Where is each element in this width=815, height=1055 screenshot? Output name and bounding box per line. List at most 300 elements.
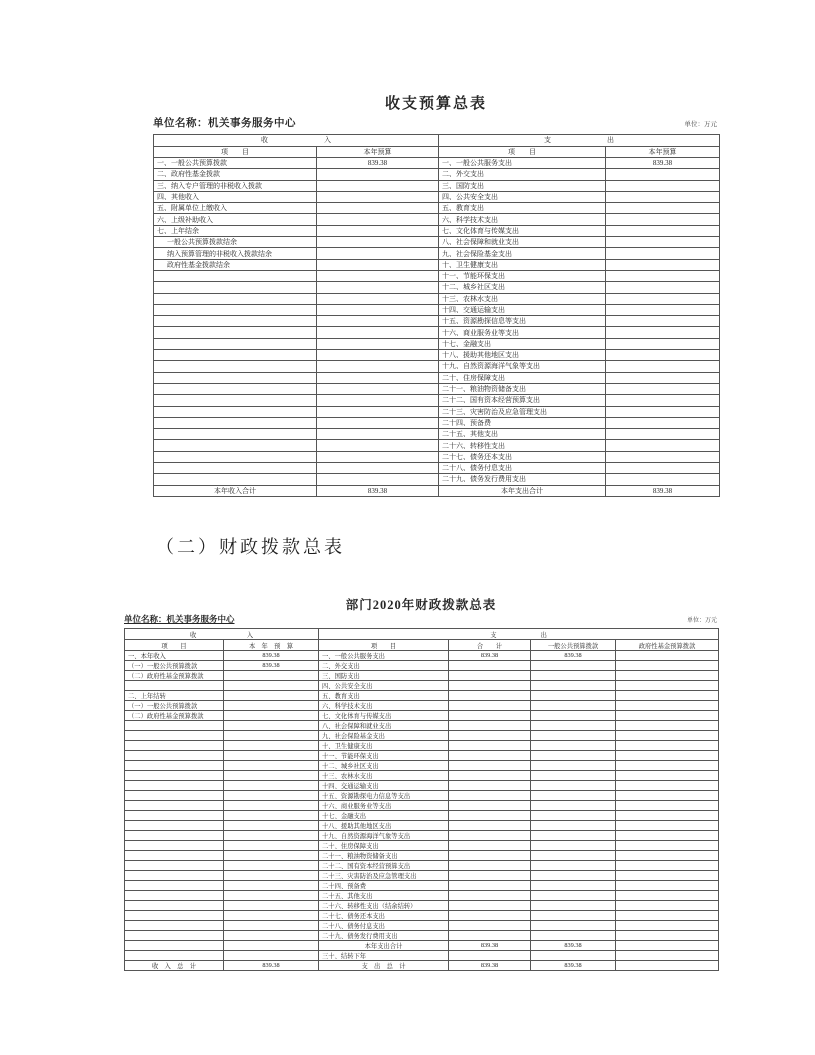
t2-expense-general [531, 791, 616, 801]
t2-expense-total [449, 821, 531, 831]
t2-expense-item: 四、公共安全支出 [319, 681, 449, 691]
t2-expense-fund [616, 801, 719, 811]
t1-expense-value [606, 169, 720, 180]
table1-row [154, 191, 720, 202]
table1-row [154, 237, 720, 248]
t1-expense-value: 839.38 [606, 158, 720, 169]
t2-expense-item: 二、外交支出 [319, 661, 449, 671]
t1-income-value [317, 395, 439, 406]
t2-income-item [125, 901, 224, 911]
t2-expense-item: 二十六、转移性支出（结余结转） [319, 901, 449, 911]
t2-expense-general [531, 891, 616, 901]
t1-income-item [154, 304, 317, 315]
table2-expense-item-header: 项 目 [319, 640, 449, 651]
t2-expense-general [531, 911, 616, 921]
t2-expense-general [531, 771, 616, 781]
t2-expense-item: 二十四、预备费 [319, 881, 449, 891]
table1-row [154, 463, 720, 474]
table2-gov-fund-budget-header: 政府性基金预算拨款 [616, 640, 719, 651]
t1-income-value [317, 372, 439, 383]
table2-row [125, 851, 719, 861]
t2-expense-item: 二十二、国有资本经营预算支出 [319, 861, 449, 871]
t2-expense-item: 十七、金融支出 [319, 811, 449, 821]
t1-expense-value [606, 383, 720, 394]
t2-expense-item: 十四、交通运输支出 [319, 781, 449, 791]
t2-expense-item: 八、社会保障和就业支出 [319, 721, 449, 731]
t2-expense-item: 十三、农林水支出 [319, 771, 449, 781]
section-heading: （二）财政拨款总表 [156, 537, 345, 557]
t1-income-item [154, 338, 317, 349]
t1-expense-item: 二十、住房保障支出 [439, 372, 606, 383]
t2-expense-fund [616, 751, 719, 761]
table1-row [154, 440, 720, 451]
t2-expense-fund [616, 811, 719, 821]
t2-expense-total [449, 681, 531, 691]
table1-expense-budget-header: 本年预算 [606, 146, 720, 158]
t2-income-item [125, 871, 224, 881]
t2-expense-general [531, 881, 616, 891]
t1-income-item [154, 406, 317, 417]
table1-row [154, 406, 720, 417]
t1-income-item: 二、政府性基金拨款 [154, 169, 317, 180]
t1-income-item [154, 474, 317, 485]
t1-income-item [154, 282, 317, 293]
t2-expense-fund [616, 761, 719, 771]
t2-expense-fund [616, 791, 719, 801]
t2-expense-general [531, 821, 616, 831]
t2-expense-fund [616, 781, 719, 791]
t2-expense-item: 十八、援助其他地区支出 [319, 821, 449, 831]
t2-income-value [224, 921, 319, 931]
table1-expense-group-header: 支 出 [439, 135, 720, 147]
t2-expense-total [449, 841, 531, 851]
t1-income-value [317, 316, 439, 327]
table1-row [154, 259, 720, 270]
t2-income-value: 839.38 [224, 661, 319, 671]
t1-income-item: 一般公共预算拨款结余 [154, 237, 317, 248]
t1-expense-value [606, 316, 720, 327]
t2-income-item [125, 771, 224, 781]
t1-expense-value [606, 463, 720, 474]
t1-expense-item: 十三、农林水支出 [439, 293, 606, 304]
t1-expense-item: 六、科学技术支出 [439, 214, 606, 225]
t2-expense-general [531, 831, 616, 841]
t2-income-item [125, 941, 224, 951]
t1-expense-value [606, 203, 720, 214]
table1-row [154, 270, 720, 281]
t2-expense-item: 支 出 总 计 [319, 961, 449, 971]
t2-income-value [224, 761, 319, 771]
t2-income-value [224, 891, 319, 901]
table2-row [125, 841, 719, 851]
table1-row [154, 350, 720, 361]
t1-expense-value [606, 282, 720, 293]
t2-expense-general [531, 731, 616, 741]
t2-expense-total [449, 911, 531, 921]
t2-income-item [125, 811, 224, 821]
table1-row [154, 485, 720, 496]
t1-expense-value [606, 338, 720, 349]
t1-expense-value [606, 237, 720, 248]
t2-expense-total: 839.38 [449, 651, 531, 661]
t2-expense-general [531, 841, 616, 851]
t1-income-value [317, 203, 439, 214]
t2-expense-total [449, 791, 531, 801]
t2-expense-total [449, 931, 531, 941]
t2-expense-general [531, 681, 616, 691]
table1-income-item-header: 项 目 [154, 146, 317, 158]
t2-income-value [224, 711, 319, 721]
t1-income-value [317, 440, 439, 451]
t2-income-value [224, 721, 319, 731]
table1-row [154, 316, 720, 327]
table2-row [125, 931, 719, 941]
t1-income-item [154, 429, 317, 440]
t2-expense-fund [616, 821, 719, 831]
t2-income-item [125, 731, 224, 741]
t1-expense-value [606, 259, 720, 270]
budget-summary-table [153, 134, 720, 497]
t2-expense-item: 十、卫生健康支出 [319, 741, 449, 751]
table2-row [125, 951, 719, 961]
t1-income-value [317, 180, 439, 191]
t1-income-value [317, 191, 439, 202]
t1-expense-item: 十一、节能环保支出 [439, 270, 606, 281]
t2-income-item [125, 911, 224, 921]
t2-income-value [224, 821, 319, 831]
t2-income-value [224, 881, 319, 891]
t2-expense-fund [616, 741, 719, 751]
table2-row [125, 811, 719, 821]
t1-income-value [317, 383, 439, 394]
t2-income-value [224, 671, 319, 681]
table2-row [125, 861, 719, 871]
t1-expense-item: 十五、资源勘探信息等支出 [439, 316, 606, 327]
t2-expense-item: 六、科学技术支出 [319, 701, 449, 711]
t2-expense-item: 本年支出合计 [319, 941, 449, 951]
table1-expense-item-header: 项 目 [439, 146, 606, 158]
t1-income-item [154, 372, 317, 383]
t1-expense-item: 五、教育支出 [439, 203, 606, 214]
t1-expense-value [606, 270, 720, 281]
t1-expense-value [606, 350, 720, 361]
t2-expense-item: 二十七、债务还本支出 [319, 911, 449, 921]
t2-income-value [224, 931, 319, 941]
t1-income-value [317, 463, 439, 474]
t2-expense-total [449, 701, 531, 711]
table2-row [125, 941, 719, 951]
t2-income-value [224, 951, 319, 961]
t1-income-value [317, 237, 439, 248]
t2-expense-general [531, 761, 616, 771]
t2-income-item [125, 681, 224, 691]
t2-expense-item: 二十、住房保障支出 [319, 841, 449, 851]
t1-expense-item: 二十四、预备费 [439, 417, 606, 428]
t1-income-item [154, 316, 317, 327]
table2-row [125, 881, 719, 891]
table1-row [154, 474, 720, 485]
t2-expense-general [531, 671, 616, 681]
t2-income-item: （二）政府性基金预算拨款 [125, 671, 224, 681]
t2-expense-total [449, 871, 531, 881]
table2-row [125, 831, 719, 841]
t2-income-value [224, 871, 319, 881]
t2-expense-total [449, 891, 531, 901]
table2-row [125, 711, 719, 721]
t2-income-value: 839.38 [224, 651, 319, 661]
t2-income-value [224, 801, 319, 811]
t2-expense-total [449, 901, 531, 911]
t2-expense-item: 十二、城乡社区支出 [319, 761, 449, 771]
table2-row [125, 761, 719, 771]
table1-row [154, 451, 720, 462]
table2-row [125, 781, 719, 791]
t2-expense-total [449, 691, 531, 701]
t2-expense-item: 三、国防支出 [319, 671, 449, 681]
t1-income-item [154, 327, 317, 338]
t1-income-value [317, 350, 439, 361]
t2-expense-total: 839.38 [449, 961, 531, 971]
t2-expense-fund [616, 951, 719, 961]
t2-income-item: （二）政府性基金预算拨款 [125, 711, 224, 721]
t2-expense-general [531, 661, 616, 671]
table1-column-header-row [154, 146, 720, 158]
t2-income-value [224, 781, 319, 791]
t1-income-item [154, 383, 317, 394]
table1-row [154, 304, 720, 315]
t2-expense-general [531, 901, 616, 911]
t1-income-item [154, 293, 317, 304]
t1-expense-value [606, 304, 720, 315]
t2-income-item [125, 891, 224, 901]
t2-expense-fund [616, 911, 719, 921]
t2-income-item [125, 881, 224, 891]
t2-expense-fund [616, 771, 719, 781]
t2-expense-total [449, 751, 531, 761]
t2-income-value [224, 701, 319, 711]
t1-expense-value [606, 327, 720, 338]
t2-income-item [125, 761, 224, 771]
t2-expense-fund [616, 931, 719, 941]
t2-expense-item: 七、文化体育与传媒支出 [319, 711, 449, 721]
t1-income-item [154, 350, 317, 361]
t2-income-item [125, 921, 224, 931]
t2-income-value [224, 811, 319, 821]
t2-expense-item: 二十三、灾害防治及应急管理支出 [319, 871, 449, 881]
t2-income-value [224, 901, 319, 911]
t2-expense-item: 二十一、粮油物资储备支出 [319, 851, 449, 861]
table2-row [125, 821, 719, 831]
t2-income-item [125, 791, 224, 801]
t1-income-item: 四、其他收入 [154, 191, 317, 202]
t2-expense-item: 二十五、其他支出 [319, 891, 449, 901]
t2-expense-total [449, 881, 531, 891]
table1-income-budget-header: 本年预算 [317, 146, 439, 158]
t2-expense-fund [616, 711, 719, 721]
t2-expense-general [531, 861, 616, 871]
t1-expense-item: 十七、金融支出 [439, 338, 606, 349]
table2-row [125, 691, 719, 701]
table2-row [125, 871, 719, 881]
table1-row [154, 383, 720, 394]
t2-expense-fund [616, 921, 719, 931]
t1-expense-value [606, 191, 720, 202]
t2-expense-fund [616, 901, 719, 911]
t1-expense-item: 二十九、债务发行费用支出 [439, 474, 606, 485]
t1-income-value [317, 417, 439, 428]
table1-row [154, 417, 720, 428]
t1-expense-item: 十九、自然资源海洋气象等支出 [439, 361, 606, 372]
t1-expense-value [606, 451, 720, 462]
t2-expense-item: 十六、商业服务业等支出 [319, 801, 449, 811]
t1-expense-item: 四、公共安全支出 [439, 191, 606, 202]
t2-expense-fund [616, 731, 719, 741]
t1-expense-item: 二、外交支出 [439, 169, 606, 180]
t1-income-item: 五、附属单位上缴收入 [154, 203, 317, 214]
t2-income-value [224, 791, 319, 801]
table2-row [125, 661, 719, 671]
table2-total-header: 合 计 [449, 640, 531, 651]
t2-expense-general [531, 851, 616, 861]
t2-expense-fund [616, 721, 719, 731]
t2-expense-item: 三十、结转下年 [319, 951, 449, 961]
t2-expense-total [449, 811, 531, 821]
t2-expense-fund [616, 691, 719, 701]
table2-row [125, 751, 719, 761]
table1-row [154, 225, 720, 236]
t2-expense-total [449, 771, 531, 781]
table1-income-group-header: 收 入 [154, 135, 439, 147]
t2-expense-fund [616, 941, 719, 951]
t2-income-item [125, 721, 224, 731]
t2-income-item: 一、本年收入 [125, 651, 224, 661]
t1-expense-value [606, 361, 720, 372]
t2-income-item [125, 801, 224, 811]
t2-income-value [224, 941, 319, 951]
table2-row [125, 721, 719, 731]
t2-expense-fund [616, 891, 719, 901]
t2-expense-total [449, 861, 531, 871]
t2-income-item [125, 931, 224, 941]
t2-expense-total [449, 721, 531, 731]
t1-income-value [317, 214, 439, 225]
table2-row [125, 921, 719, 931]
table2-general-budget-header: 一般公共预算拨款 [531, 640, 616, 651]
table2-unit-label: 单位：万元 [686, 618, 717, 624]
t1-expense-item: 二十六、转移性支出 [439, 440, 606, 451]
t2-expense-fund [616, 671, 719, 681]
t1-income-value [317, 474, 439, 485]
t1-expense-item: 本年支出合计 [439, 485, 606, 496]
t2-income-value [224, 771, 319, 781]
t1-income-value [317, 270, 439, 281]
table1-row [154, 293, 720, 304]
t1-expense-item: 七、文化体育与传媒支出 [439, 225, 606, 236]
t1-expense-value [606, 248, 720, 259]
t2-expense-total [449, 951, 531, 961]
t1-expense-item: 二十八、债务付息支出 [439, 463, 606, 474]
t1-expense-value [606, 395, 720, 406]
t1-income-value [317, 338, 439, 349]
t1-expense-value: 839.38 [606, 485, 720, 496]
t2-expense-fund [616, 861, 719, 871]
t2-income-item [125, 841, 224, 851]
t1-income-item: 七、上年结余 [154, 225, 317, 236]
t2-expense-total [449, 781, 531, 791]
table1-row [154, 282, 720, 293]
table2-meta-line [124, 611, 718, 626]
t2-expense-general [531, 701, 616, 711]
table1-row [154, 203, 720, 214]
fiscal-appropriation-table [124, 628, 719, 971]
t2-income-item [125, 751, 224, 761]
t2-expense-fund [616, 851, 719, 861]
table1-row [154, 429, 720, 440]
t1-income-value [317, 169, 439, 180]
t2-expense-total [449, 921, 531, 931]
t2-expense-item: 二十九、债务发行费用支出 [319, 931, 449, 941]
t2-income-item [125, 851, 224, 861]
t1-expense-value [606, 372, 720, 383]
table2-row [125, 961, 719, 971]
t2-expense-fund [616, 831, 719, 841]
t1-expense-item: 十四、交通运输支出 [439, 304, 606, 315]
t2-expense-total: 839.38 [449, 941, 531, 951]
t1-expense-value [606, 293, 720, 304]
t2-expense-total [449, 801, 531, 811]
t2-expense-general [531, 781, 616, 791]
t2-income-value [224, 741, 319, 751]
table1-row [154, 361, 720, 372]
table1-meta-line [153, 114, 719, 130]
table2-row [125, 701, 719, 711]
table1-group-header-row [154, 135, 720, 147]
t1-income-item [154, 361, 317, 372]
t2-expense-item: 九、社会保险基金支出 [319, 731, 449, 741]
t2-expense-total [449, 711, 531, 721]
t1-income-item: 纳入预算管理的非税收入拨款结余 [154, 248, 317, 259]
t2-expense-total [449, 761, 531, 771]
t1-income-value [317, 293, 439, 304]
t1-expense-item: 八、社会保障和就业支出 [439, 237, 606, 248]
table1-row [154, 248, 720, 259]
t2-expense-general [531, 931, 616, 941]
t1-income-item: 三、纳入专户管理的非税收入拨款 [154, 180, 317, 191]
t2-expense-item: 一、一般公共服务支出 [319, 651, 449, 661]
table2-row [125, 911, 719, 921]
t2-expense-general: 839.38 [531, 941, 616, 951]
t2-income-item: （一）一般公共预算拨款 [125, 661, 224, 671]
t2-expense-total [449, 731, 531, 741]
t1-income-value [317, 451, 439, 462]
t1-expense-item: 二十一、粮油物资储备支出 [439, 383, 606, 394]
t1-income-item: 六、上级补助收入 [154, 214, 317, 225]
t1-expense-item: 九、社会保险基金支出 [439, 248, 606, 259]
t2-expense-general [531, 721, 616, 731]
t1-income-item: 本年收入合计 [154, 485, 317, 496]
table1-row [154, 214, 720, 225]
t2-income-value [224, 831, 319, 841]
table1-row [154, 327, 720, 338]
t2-income-value [224, 681, 319, 691]
t2-income-value [224, 691, 319, 701]
table2-group-header-row [125, 629, 719, 640]
t1-income-item [154, 395, 317, 406]
t2-income-value: 839.38 [224, 961, 319, 971]
t2-income-item [125, 781, 224, 791]
table2-row [125, 651, 719, 661]
t1-expense-value [606, 214, 720, 225]
